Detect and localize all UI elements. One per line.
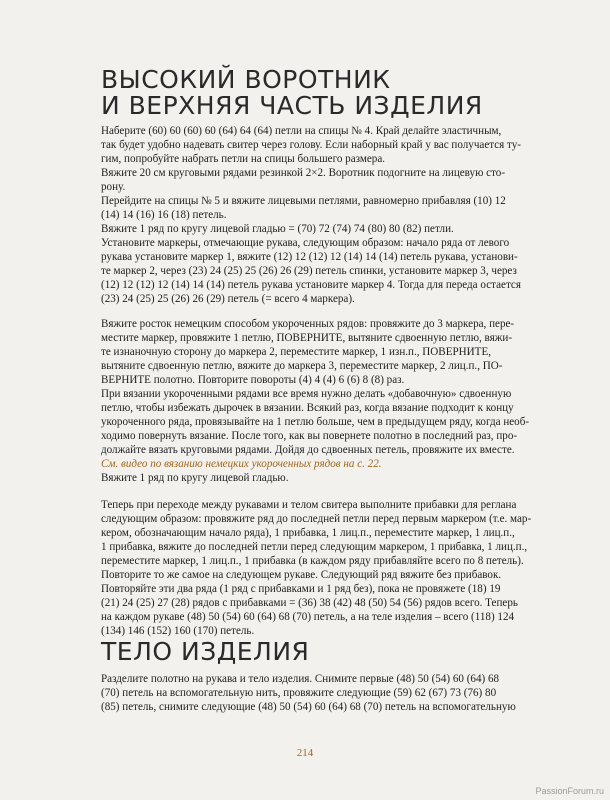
- text-line: ходимо повернуть вязание. После того, как вы повернете полотно в последний раз, про-: [101, 430, 518, 442]
- watermark: PassionForum.ru: [535, 786, 604, 796]
- text-line: Перейдите на спицы № 5 и вяжите лицевыми петлями, равномерно прибавляя (10) 12: [101, 195, 506, 207]
- text-line: на каждом рукаве (48) 50 (54) 60 (64) 68 (70) петель, а на теле изделия – всего (118) 124: [101, 611, 515, 623]
- text-line: рону.: [101, 181, 126, 193]
- text-line: (85) петель, снимите следующие (48) 50 (54) 60 (64) 68 (70) петель на вспомогательную: [101, 701, 516, 713]
- text-line: петлю, чтобы избежать дырочек в вязании. Всякий раз, когда вязание подходит к концу: [101, 402, 514, 414]
- text-line: так будет удобно надевать свитер через голову. Если наборный край у вас получается ту-: [101, 139, 521, 151]
- text-line: Теперь при переходе между рукавами и телом свитера выполните прибавки для реглана: [101, 499, 517, 511]
- text-line: (14) 14 (16) 16 (18) петель.: [101, 209, 227, 221]
- text-line: 1 прибавка, вяжите до последней петли перед следующим маркером, 1 прибавка, 1 лиц.п.,: [101, 541, 528, 553]
- text-line: Разделите полотно на рукава и тело изделия. Снимите первые (48) 50 (54) 60 (64) 68: [101, 673, 500, 685]
- text-line: Установите маркеры, отмечающие рукава, следующим образом: начало ряда от левого: [101, 237, 510, 249]
- text-line: Вяжите 1 ряд по кругу лицевой гладью.: [101, 472, 289, 484]
- text-line: должайте вязать круговыми рядами. Дойдя до сдвоенных петель, провяжите их вместе.: [101, 444, 515, 456]
- text-line: Вяжите 1 ряд по кругу лицевой гладью = (70) 72 (74) 74 (80) 80 (82) петли.: [101, 223, 454, 235]
- text-line: При вязании укороченными рядами все время нужно делать «добавочную» сдвоенную: [101, 388, 512, 400]
- page-number: 214: [296, 747, 314, 759]
- section-heading-line2: И ВЕРХНЯЯ ЧАСТЬ ИЗДЕЛИЯ: [101, 91, 483, 120]
- section-heading-body: ТЕЛО ИЗДЕЛИЯ: [101, 637, 310, 666]
- text-line: (70) петель на вспомогательную нить, провяжите следующие (59) 62 (67) 73 (76) 80: [101, 687, 497, 699]
- text-line: (12) 12 (12) 12 (14) 14 (14) петель рукава установите маркер 4. Тогда для переда остается: [101, 279, 521, 291]
- text-line: Вяжите росток немецким способом укороченных рядов: провяжите до 3 маркера, пере-: [101, 318, 515, 330]
- text-line: рукава установите маркер 1, вяжите (12) 12 (12) 12 (14) 14 (14) петель рукава, установи-: [101, 251, 518, 263]
- text-line: следующим образом: провяжите ряд до последней петли перед первым маркером (т.е. мар-: [101, 513, 532, 525]
- text-line: вытяните сдвоенную петлю, вяжите до маркера 3, переместите маркер, 2 лиц.п., ПО-: [101, 360, 503, 372]
- text-line: Вяжите 20 см круговыми рядами резинкой 2×2. Воротник подогните на лицевую сто-: [101, 167, 506, 179]
- text-line: гим, попробуйте набрать петли на спицы большего размера.: [101, 153, 386, 165]
- text-line: кером, обозначающим начало ряда), 1 прибавка, 1 лиц.п., переместите маркер, 1 лиц.п.,: [101, 527, 515, 539]
- video-reference-link[interactable]: См. видео по вязанию немецких укороченных рядов на с. 22.: [101, 458, 382, 470]
- text-line: переместите маркер, 1 лиц.п., 1 прибавка (в каждом ряду прибавляйте всего по 8 петель).: [101, 555, 524, 567]
- text-line: местите маркер, провяжите 1 петлю, ПОВЕРНИТЕ, вытяните сдвоенную петлю, вяжи-: [101, 332, 513, 344]
- section-heading-line1: ВЫСОКИЙ ВОРОТНИК: [101, 65, 391, 94]
- text-line: укороченного ряда, провязывайте на 1 петлю больше, чем в предыдущем ряду, когда необ-: [101, 416, 530, 428]
- text-line: Повторяйте эти два ряда (1 ряд с прибавками и 1 ряд без), пока не провяжете (18) 19: [101, 583, 501, 595]
- text-line: те изнаночную сторону до маркера 2, переместите маркер, 1 изн.п., ПОВЕРНИТЕ,: [101, 346, 492, 358]
- text-line: (134) 146 (152) 160 (170) петель.: [101, 625, 255, 637]
- text-line: ВЕРНИТЕ полотно. Повторите повороты (4) 4 (4) 6 (6) 8 (8) раз.: [101, 374, 405, 386]
- text-line: Повторите то же самое на следующем рукаве. Следующий ряд вяжите без прибавок.: [101, 569, 502, 581]
- text-line: (23) 24 (25) 25 (26) 26 (29) петель (= всего 4 маркера).: [101, 293, 355, 305]
- text-line: (21) 24 (25) 27 (28) рядов с прибавками = (36) 38 (42) 48 (50) 54 (56) рядов всего. Теперь: [101, 597, 518, 609]
- text-line: те маркер 2, через (23) 24 (25) 25 (26) 26 (29) петель спинки, установите маркер 3, через: [101, 265, 517, 277]
- text-line: Наберите (60) 60 (60) 60 (64) 64 (64) петли на спицы № 4. Край делайте эластичным,: [101, 125, 502, 137]
